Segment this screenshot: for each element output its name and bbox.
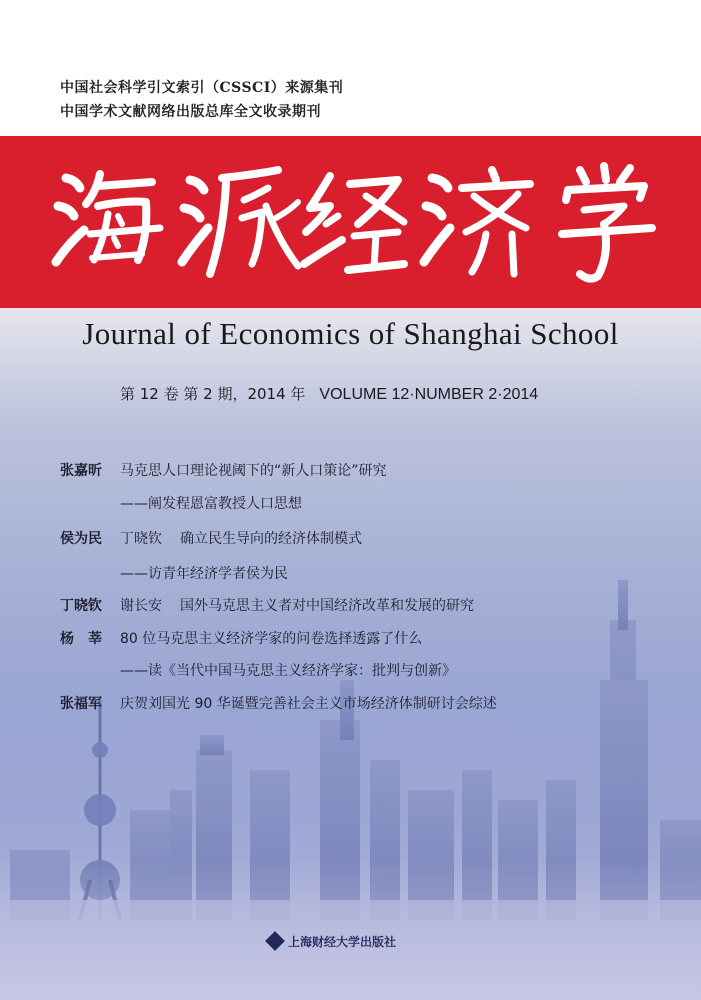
calligraphy-title [0, 136, 701, 308]
toc-subtitle [0, 563, 701, 583]
journal-english-title: Journal of Economics of Shanghai School [82, 316, 619, 351]
toc-coauthor: 谢长安 [120, 598, 162, 614]
publisher [268, 930, 396, 952]
toc-title: ——访青年经济学者侯为民 [120, 566, 288, 582]
toc-title: 80 位马克思主义经济学家的问卷选择透露了什么 [120, 631, 423, 647]
toc-author: 张福军 [60, 696, 102, 712]
indexing-statements [60, 76, 343, 124]
toc-title: 国外马克思主义者对中国经济改革和发展的研究 [180, 598, 474, 614]
toc-entry [0, 595, 701, 615]
toc-title: 确立民生导向的经济体制模式 [180, 531, 362, 547]
publisher-name: 上海财经大学出版社 [288, 934, 397, 949]
toc-entry [0, 460, 701, 480]
title-band [0, 136, 701, 308]
toc-entry [0, 693, 701, 713]
toc-title: 马克思人口理论视阈下的“新人口策论”研究 [120, 463, 387, 479]
toc-title: 庆贺刘国光 90 华诞暨完善社会主义市场经济体制研讨会综述 [120, 696, 497, 712]
toc-author: 丁晓钦 [60, 598, 102, 614]
toc-coauthor: 丁晓钦 [120, 531, 162, 547]
toc-subtitle [0, 493, 701, 513]
toc-author: 张嘉昕 [60, 463, 102, 479]
toc-author: 杨 莘 [60, 631, 102, 647]
toc-title: ——阐发程恩富教授人口思想 [120, 496, 302, 512]
publisher-logo-icon [265, 931, 285, 951]
cssci-statement: 中国社会科学引文索引（CSSCI）来源集刊 [60, 80, 344, 96]
toc-entry [0, 628, 701, 648]
toc-title: ——读《当代中国马克思主义经济学家：批判与创新》 [120, 663, 456, 679]
toc-author: 侯为民 [60, 531, 102, 547]
volume-en: VOLUME 12·NUMBER 2·2014 [319, 386, 539, 403]
toc-entry [0, 528, 701, 548]
volume-info [120, 383, 538, 404]
cnki-statement: 中国学术文献网络出版总库全文收录期刊 [60, 104, 321, 120]
toc-subtitle [0, 660, 701, 680]
volume-zh: 第 12 卷 第 2 期，2014 年 [120, 385, 306, 403]
